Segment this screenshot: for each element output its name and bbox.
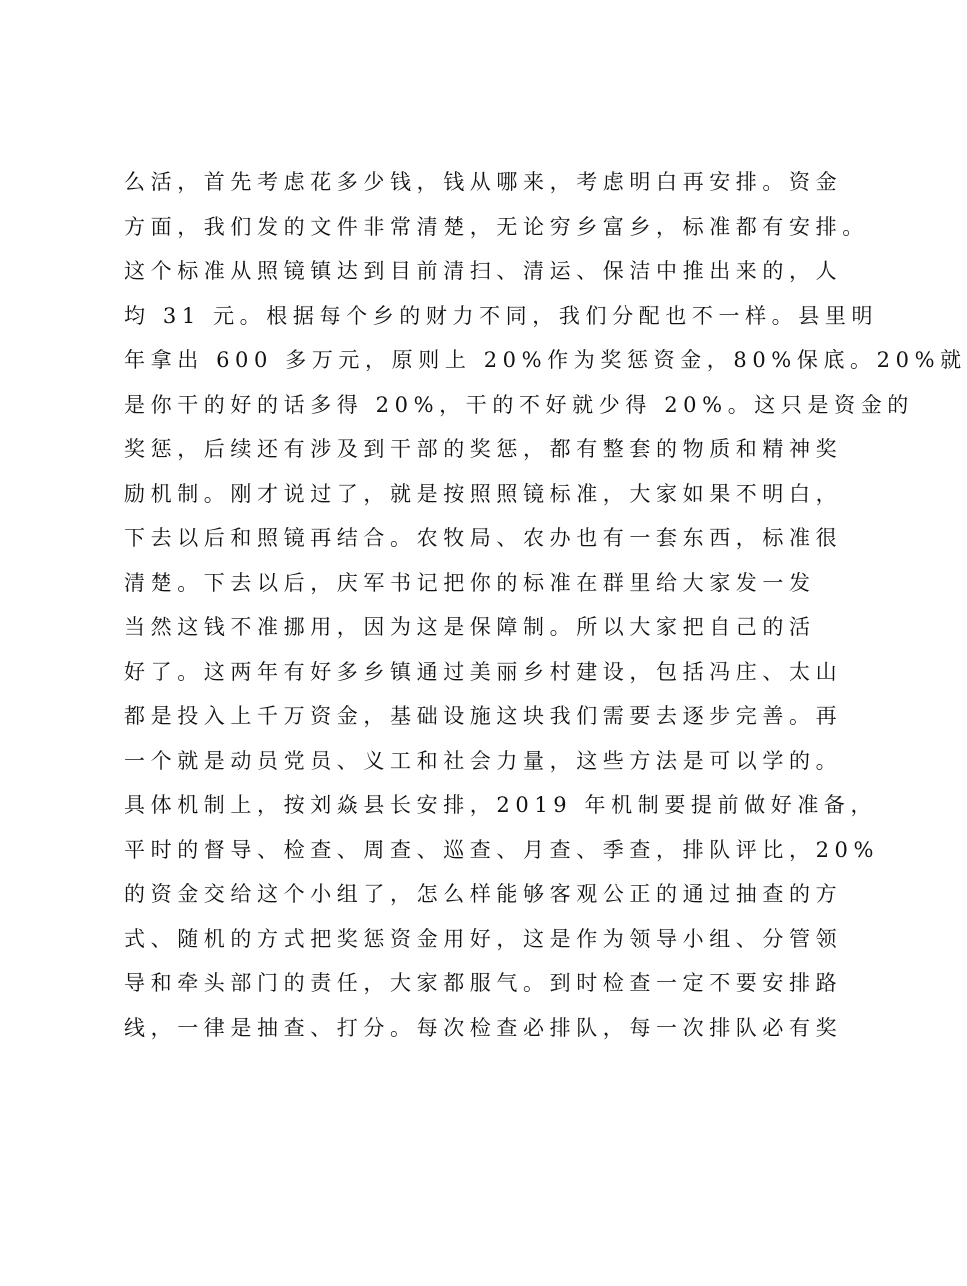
text-line: 一个就是动员党员、义工和社会力量，这些方法是可以学的。: [124, 748, 843, 773]
text-line: 方面，我们发的文件非常清楚，无论穷乡富乡，标准都有安排。: [124, 214, 869, 239]
text-line: 当然这钱不准挪用，因为这是保障制。所以大家把自己的活: [124, 615, 816, 639]
text-line: 式、随机的方式把奖惩资金用好，这是作为领导小组、分管领: [124, 926, 843, 951]
text-line: 是你干的好的话多得 20%，干的不好就少得 20%。这只是资金的: [124, 392, 914, 417]
text-line: 奖惩，后续还有涉及到干部的奖惩，都有整套的物质和精神奖: [124, 437, 843, 461]
text-line: 么活，首先考虑花多少钱，钱从哪来，考虑明白再安排。资金: [124, 170, 843, 194]
text-line: 具体机制上，按刘焱县长安排，2019 年机制要提前做好准备，: [124, 793, 878, 817]
text-line: 均 31 元。根据每个乡的财力不同，我们分配也不一样。县里明: [124, 303, 879, 328]
text-line: 清楚。下去以后，庆军书记把你的标准在群里给大家发一发: [124, 570, 816, 595]
text-line: 导和牵头部门的责任，大家都服气。到时检查一定不要安排路: [124, 971, 843, 995]
text-line: 的资金交给这个小组了，怎么样能够客观公正的通过抽查的方: [124, 882, 843, 906]
text-line: 这个标准从照镜镇达到目前清扫、清运、保洁中推出来的，人: [124, 259, 843, 283]
text-line: 好了。这两年有好多乡镇通过美丽乡村建设，包括冯庄、太山: [124, 659, 843, 684]
text-line: 线，一律是抽查、打分。每次检查必排队，每一次排队必有奖: [124, 1015, 843, 1040]
text-line: 下去以后和照镜再结合。农牧局、农办也有一套东西，标准很: [124, 526, 843, 550]
text-line: 平时的督导、检查、周查、巡查、月查、季查，排队评比，20%: [124, 837, 880, 862]
text-line: 励机制。刚才说过了，就是按照照镜标准，大家如果不明白，: [124, 481, 843, 506]
text-line: 都是投入上千万资金，基础设施这块我们需要去逐步完善。再: [124, 704, 843, 728]
body-text: [124, 160, 967, 1050]
text-line: 年拿出 600 多万元，原则上 20%作为奖惩资金，80%保底。20%就: [124, 348, 967, 372]
